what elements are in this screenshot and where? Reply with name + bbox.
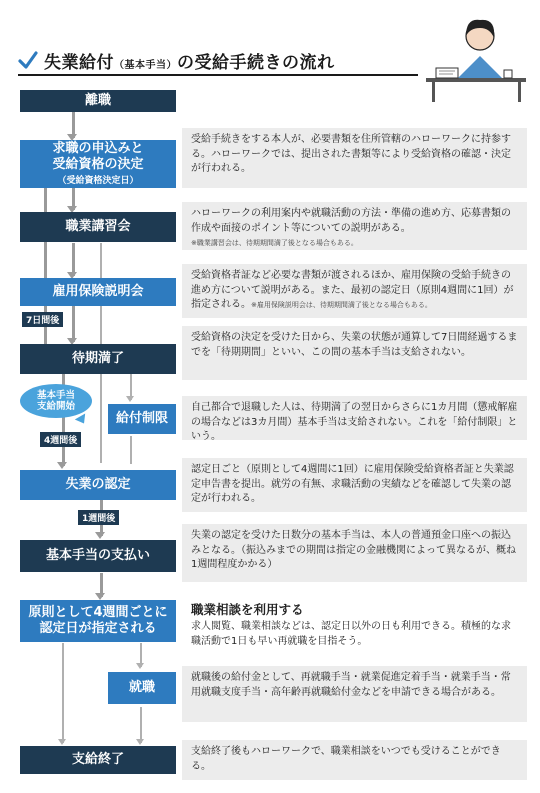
- benefit-start-bubble: 基本手当 支給開始: [20, 384, 92, 418]
- desc-benefit-payment: 失業の認定を受けた日数分の基本手当は、本人の普通預金口座への振込みとなる。（振込みまでの期間は指定の金融機関によって異なるが、概ね1週間程度かかる）: [182, 524, 527, 582]
- desc-insurance-briefing: 受給資格者証など必要な書類が渡されるほか、雇用保険の受給手続きの進め方について説明がある。また、最初の認定日（原則4週間に1回）が指定される。※雇用保険説明会は、待期期間満了後となる場合もある。: [182, 264, 527, 318]
- desc-reemployment: 就職後の給付金として、再就職手当・就業促進定着手当・就業手当・常用就職支度手当・高年齢再就職給付金などを申請できる場合がある。: [182, 666, 527, 722]
- flow-line: [140, 707, 142, 743]
- step-unemployment-certification: 失業の認定: [20, 470, 176, 500]
- flow-arrow: [58, 739, 66, 745]
- desc-waiting-period-end: 受給資格の決定を受けた日から、失業の状態が通算して7日間経過するまでを「待期期間」といい、この間の基本手当は支給されない。: [182, 326, 527, 380]
- tag-one-week: 1週間後: [78, 510, 119, 525]
- step-reemployment: 就職: [108, 672, 176, 704]
- flow-arrow: [136, 663, 144, 669]
- step-separation: 離職: [20, 90, 176, 112]
- flow-arrow: [136, 739, 144, 745]
- step-benefit-payment: 基本手当の支払い: [20, 540, 176, 572]
- step-job-application: 求職の申込みと 受給資格の決定 （受給資格決定日）: [20, 140, 176, 188]
- flow-line: [72, 306, 75, 342]
- step-benefit-restriction: 給付制限: [108, 404, 176, 434]
- desc-unemployment-certification: 認定日ごと（原則として4週間に1回）に雇用保険受給資格者証と失業認定申告書を提出。就労の有無、求職活動の実績などを確認して失業の認定が行われる。: [182, 458, 527, 512]
- title-underline: [18, 74, 418, 76]
- flow-arrow: [57, 462, 67, 469]
- step-benefit-end: 支給終了: [20, 746, 176, 774]
- flow-line: [62, 643, 64, 743]
- step-insurance-briefing: 雇用保険説明会: [20, 278, 176, 306]
- tag-four-weeks: 4週間後: [40, 432, 81, 447]
- desc-job-application: 受給手続きをする本人が、必要書類を住所管轄のハローワークに持参する。ハローワークでは、提出された書類等により受給資格の確認・決定が行われる。: [182, 128, 527, 188]
- tag-seven-days: 7日間後: [22, 312, 63, 327]
- flow-arrow: [95, 593, 105, 600]
- flow-arrow: [126, 396, 134, 402]
- desc-benefit-end: 支給終了後もハローワークで、職業相談をいつでも受けることができる。: [182, 740, 527, 780]
- flow-line: [130, 436, 132, 464]
- check-icon: [18, 50, 38, 70]
- person-at-desk-illustration: [420, 8, 530, 102]
- step-certification-date-set: 原則として4週間ごとに 認定日が指定される: [20, 600, 176, 642]
- desc-benefit-restriction: 自己都合で退職した人は、待期満了の翌日からさらに1カ月間（懲戒解雇の場合などは3カ月間）基本手当は支給されない。これを「給付制限」という。: [182, 396, 527, 440]
- step-vocational-seminar: 職業講習会: [20, 212, 176, 242]
- desc-career-counseling: 職業相談を利用する 求人閲覧、職業相談などは、認定日以外の日も利用できる。積極的な求職活動で1日も早い再就職を目指そう。: [182, 596, 527, 654]
- step-waiting-period-end: 待期満了: [20, 344, 176, 374]
- desc-vocational-seminar: ハローワークの利用案内や就職活動の方法・準備の進め方、応募書類の作成や面接のポイント等についての説明がある。 ※職業講習会は、待期期間満了後となる場合もある。: [182, 202, 527, 250]
- page-title: 失業給付（基本手当）の受給手続きの流れ: [44, 53, 335, 73]
- flow-arrow: [95, 532, 105, 539]
